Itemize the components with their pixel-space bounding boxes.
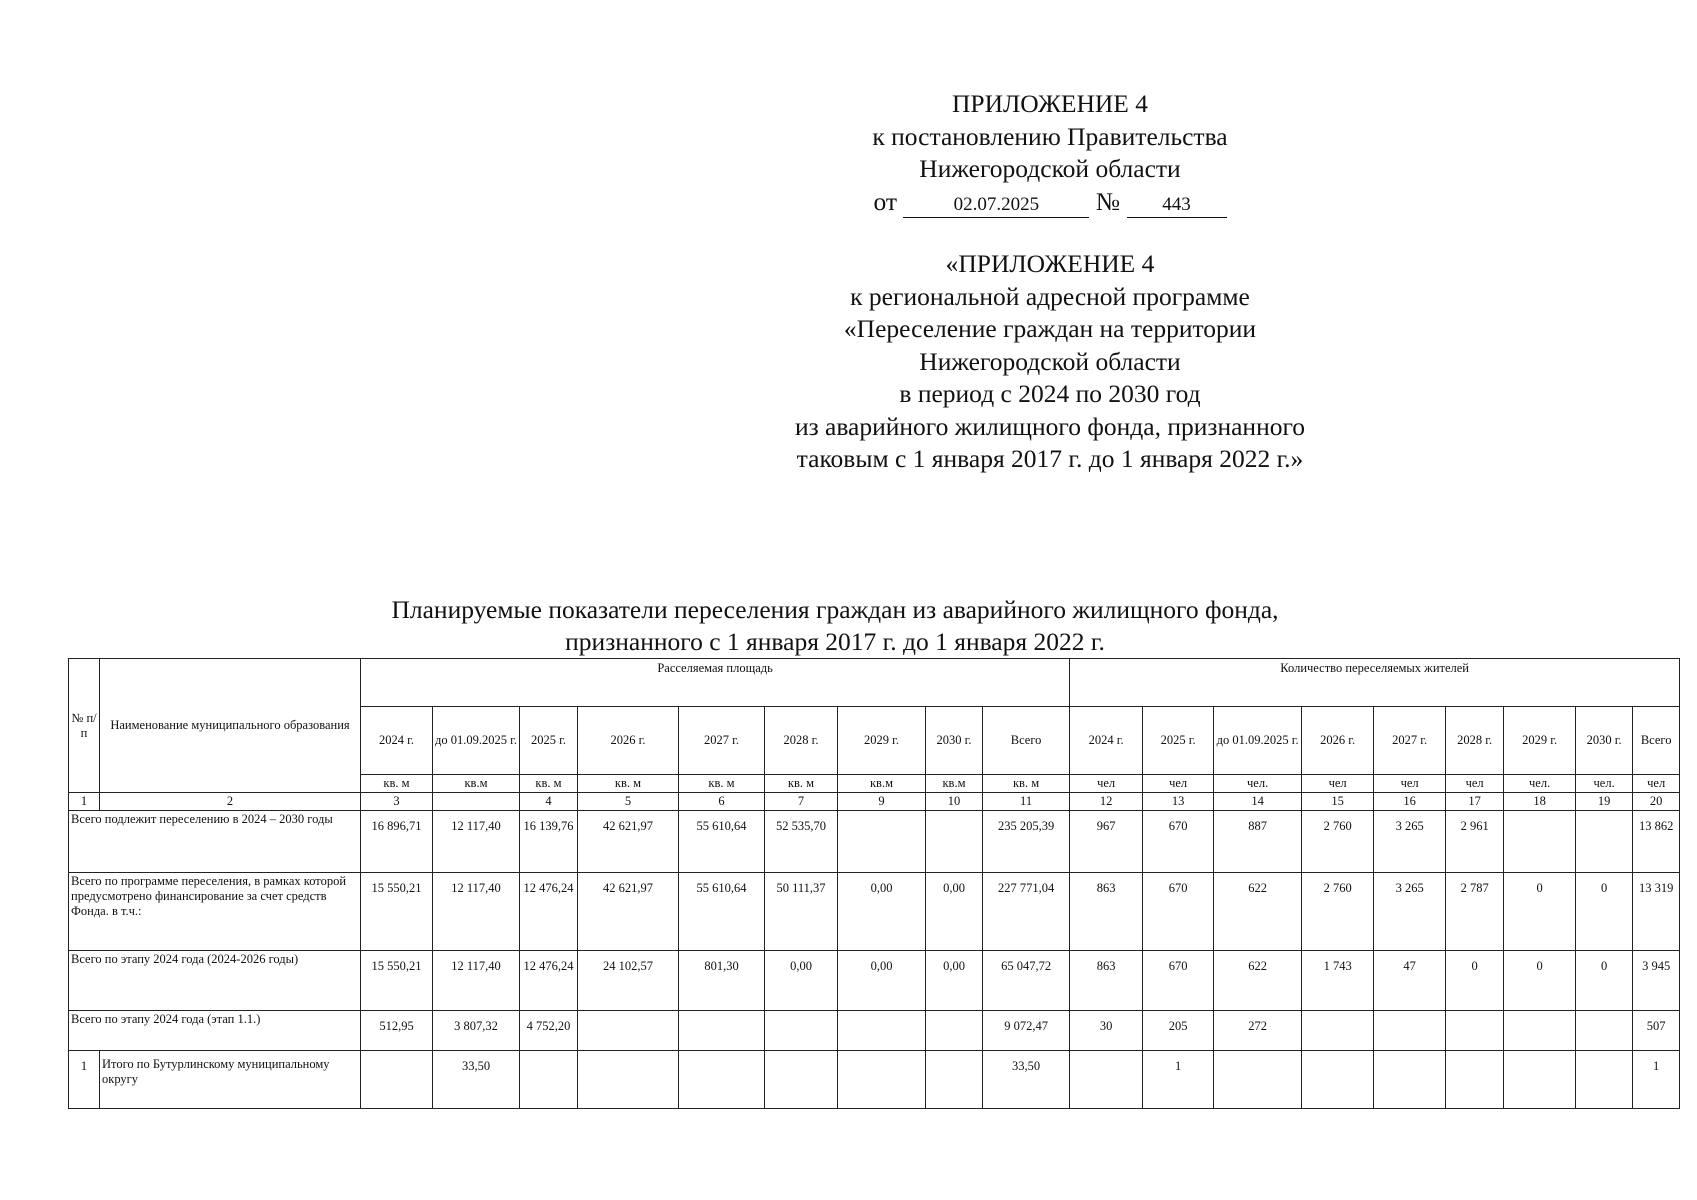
date-prefix: от bbox=[873, 186, 898, 216]
column-number-cell: 15 bbox=[1302, 793, 1374, 811]
value-cell: 50 111,37 bbox=[765, 873, 838, 951]
people-group-header: Количество переселяемых жителей bbox=[1070, 659, 1680, 707]
people-year-header: Всего bbox=[1633, 707, 1680, 775]
value-cell bbox=[1214, 1051, 1302, 1109]
value-cell: 205 bbox=[1143, 1011, 1214, 1051]
value-cell bbox=[1446, 1011, 1504, 1051]
value-cell: 3 265 bbox=[1374, 873, 1446, 951]
value-cell: 622 bbox=[1214, 951, 1302, 1011]
column-number-cell: 3 bbox=[361, 793, 433, 811]
appendix-quote-line: из аварийного жилищного фонда, признанного bbox=[794, 411, 1306, 441]
row-name-cell: Всего по этапу 2024 года (2024-2026 годы) bbox=[69, 951, 361, 1011]
area-year-header: 2027 г. bbox=[679, 707, 765, 775]
resettlement-indicators-table bbox=[68, 658, 1680, 1109]
people-unit-cell: чел. bbox=[1214, 775, 1302, 793]
value-cell bbox=[578, 1051, 679, 1109]
value-cell: 670 bbox=[1143, 951, 1214, 1011]
value-cell bbox=[838, 1051, 926, 1109]
value-cell bbox=[1576, 1051, 1633, 1109]
column-number-cell: 6 bbox=[679, 793, 765, 811]
column-number-cell: 14 bbox=[1214, 793, 1302, 811]
value-cell: 16 896,71 bbox=[361, 811, 433, 873]
value-cell: 1 bbox=[1143, 1051, 1214, 1109]
col-no-header: № п/п bbox=[69, 659, 100, 793]
people-year-header: 2029 г. bbox=[1504, 707, 1576, 775]
value-cell bbox=[926, 811, 983, 873]
column-number-cell: 7 bbox=[765, 793, 838, 811]
value-cell bbox=[1576, 811, 1633, 873]
column-number-cell: 17 bbox=[1446, 793, 1504, 811]
value-cell bbox=[926, 1051, 983, 1109]
value-cell bbox=[1070, 1051, 1143, 1109]
resolution-date: 02.07.2025 bbox=[903, 193, 1089, 218]
column-number-cell: 10 bbox=[926, 793, 983, 811]
value-cell: 12 476,24 bbox=[520, 873, 578, 951]
value-cell: 16 139,76 bbox=[520, 811, 578, 873]
group-header-row bbox=[69, 659, 1680, 707]
people-unit-cell: чел bbox=[1302, 775, 1374, 793]
column-number-cell bbox=[433, 793, 520, 811]
value-cell: 12 117,40 bbox=[433, 811, 520, 873]
area-year-header: 2025 г. bbox=[520, 707, 578, 775]
table-row bbox=[69, 811, 1680, 873]
table-title bbox=[290, 594, 1380, 658]
appendix-quote-line: к региональной адресной программе bbox=[850, 281, 1250, 311]
column-number-cell: 16 bbox=[1374, 793, 1446, 811]
area-year-header: 2028 г. bbox=[765, 707, 838, 775]
value-cell bbox=[679, 1011, 765, 1051]
people-year-header: 2028 г. bbox=[1446, 707, 1504, 775]
table-row bbox=[69, 1051, 1680, 1109]
value-cell: 42 621,97 bbox=[578, 811, 679, 873]
appendix-quote-line: Нижегородской области bbox=[919, 346, 1181, 376]
value-cell bbox=[1374, 1051, 1446, 1109]
column-number-cell: 20 bbox=[1633, 793, 1680, 811]
value-cell: 3 265 bbox=[1374, 811, 1446, 873]
value-cell: 670 bbox=[1143, 811, 1214, 873]
value-cell bbox=[1374, 1011, 1446, 1051]
people-unit-cell: чел bbox=[1143, 775, 1214, 793]
value-cell: 12 117,40 bbox=[433, 873, 520, 951]
value-cell: 12 476,24 bbox=[520, 951, 578, 1011]
program-appendix-quote bbox=[720, 248, 1380, 476]
area-unit-cell: кв.м bbox=[926, 775, 983, 793]
resolution-number: 443 bbox=[1127, 193, 1227, 218]
area-year-header: Всего bbox=[983, 707, 1070, 775]
people-year-header: 2025 г. bbox=[1143, 707, 1214, 775]
row-name-cell: Итого по Бутурлинскому муниципальному округу bbox=[100, 1051, 361, 1109]
area-group-header: Расселяемая площадь bbox=[361, 659, 1070, 707]
value-cell: 13 862 bbox=[1633, 811, 1680, 873]
value-cell: 272 bbox=[1214, 1011, 1302, 1051]
value-cell: 33,50 bbox=[983, 1051, 1070, 1109]
table-row bbox=[69, 951, 1680, 1011]
appendix-line: к постановлению Правительства bbox=[872, 121, 1228, 151]
column-number-cell: 13 bbox=[1143, 793, 1214, 811]
value-cell: 47 bbox=[1374, 951, 1446, 1011]
value-cell: 801,30 bbox=[679, 951, 765, 1011]
value-cell: 0,00 bbox=[838, 873, 926, 951]
value-cell: 33,50 bbox=[433, 1051, 520, 1109]
value-cell bbox=[1504, 1011, 1576, 1051]
value-cell: 0,00 bbox=[765, 951, 838, 1011]
area-unit-cell: кв. м bbox=[679, 775, 765, 793]
table-title-line: признанного с 1 января 2017 г. до 1 января 2022 г. bbox=[565, 627, 1105, 656]
area-unit-cell: кв. м bbox=[578, 775, 679, 793]
resolution-date-line bbox=[720, 186, 1380, 219]
area-unit-cell: кв.м bbox=[433, 775, 520, 793]
value-cell: 15 550,21 bbox=[361, 873, 433, 951]
value-cell: 863 bbox=[1070, 951, 1143, 1011]
appendix-quote-line: «Переселение граждан на территории bbox=[843, 314, 1257, 343]
column-number-cell: 19 bbox=[1576, 793, 1633, 811]
table-row bbox=[69, 1011, 1680, 1051]
area-unit-cell: кв. м bbox=[520, 775, 578, 793]
area-year-header: до 01.09.2025 г. bbox=[433, 707, 520, 775]
spacer bbox=[720, 218, 1380, 248]
value-cell bbox=[838, 811, 926, 873]
number-sign: № bbox=[1095, 186, 1121, 216]
area-unit-cell: кв. м bbox=[765, 775, 838, 793]
value-cell: 2 760 bbox=[1302, 873, 1374, 951]
value-cell: 0 bbox=[1576, 951, 1633, 1011]
value-cell: 507 bbox=[1633, 1011, 1680, 1051]
value-cell bbox=[1504, 1051, 1576, 1109]
value-cell: 887 bbox=[1214, 811, 1302, 873]
value-cell: 0,00 bbox=[926, 951, 983, 1011]
area-year-header: 2029 г. bbox=[838, 707, 926, 775]
people-year-header: 2026 г. bbox=[1302, 707, 1374, 775]
row-number-cell: 1 bbox=[69, 1051, 100, 1109]
value-cell: 0 bbox=[1504, 873, 1576, 951]
value-cell bbox=[1302, 1011, 1374, 1051]
value-cell: 967 bbox=[1070, 811, 1143, 873]
row-name-cell: Всего по программе переселения, в рамках которой предусмотрено финансирование за счет средств Фонда. в т.ч.: bbox=[69, 873, 361, 951]
value-cell bbox=[361, 1051, 433, 1109]
column-number-cell: 4 bbox=[520, 793, 578, 811]
value-cell: 4 752,20 bbox=[520, 1011, 578, 1051]
column-number-cell: 2 bbox=[100, 793, 361, 811]
value-cell: 12 117,40 bbox=[433, 951, 520, 1011]
value-cell: 512,95 bbox=[361, 1011, 433, 1051]
value-cell bbox=[765, 1011, 838, 1051]
column-number-cell: 11 bbox=[983, 793, 1070, 811]
value-cell: 55 610,64 bbox=[679, 811, 765, 873]
value-cell: 30 bbox=[1070, 1011, 1143, 1051]
value-cell bbox=[926, 1011, 983, 1051]
column-number-cell: 5 bbox=[578, 793, 679, 811]
value-cell: 0 bbox=[1504, 951, 1576, 1011]
value-cell: 227 771,04 bbox=[983, 873, 1070, 951]
people-year-header: 2030 г. bbox=[1576, 707, 1633, 775]
value-cell bbox=[838, 1011, 926, 1051]
value-cell bbox=[679, 1051, 765, 1109]
table-row bbox=[69, 873, 1680, 951]
value-cell bbox=[1504, 811, 1576, 873]
column-number-cell: 12 bbox=[1070, 793, 1143, 811]
area-unit-cell: кв. м bbox=[361, 775, 433, 793]
value-cell: 3 807,32 bbox=[433, 1011, 520, 1051]
value-cell: 42 621,97 bbox=[578, 873, 679, 951]
people-unit-cell: чел bbox=[1633, 775, 1680, 793]
value-cell: 2 787 bbox=[1446, 873, 1504, 951]
appendix-quote-line: в период с 2024 по 2030 год bbox=[899, 379, 1201, 408]
value-cell: 670 bbox=[1143, 873, 1214, 951]
appendix-header bbox=[720, 88, 1380, 476]
value-cell: 0,00 bbox=[838, 951, 926, 1011]
value-cell: 0 bbox=[1446, 951, 1504, 1011]
appendix-quote-line: «ПРИЛОЖЕНИЕ 4 bbox=[945, 249, 1155, 278]
table-title-line: Планируемые показатели переселения граждан из аварийного жилищного фонда, bbox=[391, 595, 1279, 624]
value-cell: 3 945 bbox=[1633, 951, 1680, 1011]
value-cell bbox=[765, 1051, 838, 1109]
appendix-quote-line: таковым с 1 января 2017 г. до 1 января 2022 г.» bbox=[796, 444, 1304, 473]
people-unit-cell: чел. bbox=[1576, 775, 1633, 793]
appendix-line: Нижегородской области bbox=[919, 154, 1181, 183]
value-cell: 0 bbox=[1576, 873, 1633, 951]
area-year-header: 2024 г. bbox=[361, 707, 433, 775]
people-unit-cell: чел. bbox=[1504, 775, 1576, 793]
value-cell: 55 610,64 bbox=[679, 873, 765, 951]
value-cell bbox=[1446, 1051, 1504, 1109]
col-name-header: Наименование муниципального образования bbox=[100, 659, 361, 793]
value-cell: 235 205,39 bbox=[983, 811, 1070, 873]
area-unit-cell: кв.м bbox=[838, 775, 926, 793]
people-year-header: 2027 г. bbox=[1374, 707, 1446, 775]
value-cell bbox=[1576, 1011, 1633, 1051]
value-cell: 9 072,47 bbox=[983, 1011, 1070, 1051]
people-year-header: 2024 г. bbox=[1070, 707, 1143, 775]
people-unit-cell: чел bbox=[1070, 775, 1143, 793]
column-number-cell: 9 bbox=[838, 793, 926, 811]
area-year-header: 2026 г. bbox=[578, 707, 679, 775]
people-unit-cell: чел bbox=[1374, 775, 1446, 793]
people-year-header: до 01.09.2025 г. bbox=[1214, 707, 1302, 775]
value-cell bbox=[1302, 1051, 1374, 1109]
column-number-cell: 1 bbox=[69, 793, 100, 811]
value-cell bbox=[520, 1051, 578, 1109]
value-cell: 2 760 bbox=[1302, 811, 1374, 873]
value-cell bbox=[578, 1011, 679, 1051]
value-cell: 863 bbox=[1070, 873, 1143, 951]
value-cell: 622 bbox=[1214, 873, 1302, 951]
appendix-line: ПРИЛОЖЕНИЕ 4 bbox=[951, 89, 1149, 118]
people-unit-cell: чел bbox=[1446, 775, 1504, 793]
value-cell: 24 102,57 bbox=[578, 951, 679, 1011]
value-cell: 1 bbox=[1633, 1051, 1680, 1109]
value-cell: 15 550,21 bbox=[361, 951, 433, 1011]
area-year-header: 2030 г. bbox=[926, 707, 983, 775]
value-cell: 2 961 bbox=[1446, 811, 1504, 873]
area-unit-cell: кв. м bbox=[983, 775, 1070, 793]
value-cell: 13 319 bbox=[1633, 873, 1680, 951]
row-name-cell: Всего подлежит переселению в 2024 – 2030 годы bbox=[69, 811, 361, 873]
value-cell: 65 047,72 bbox=[983, 951, 1070, 1011]
value-cell: 0,00 bbox=[926, 873, 983, 951]
column-number-cell: 18 bbox=[1504, 793, 1576, 811]
row-name-cell: Всего по этапу 2024 года (этап 1.1.) bbox=[69, 1011, 361, 1051]
value-cell: 52 535,70 bbox=[765, 811, 838, 873]
value-cell: 1 743 bbox=[1302, 951, 1374, 1011]
column-number-row bbox=[69, 793, 1680, 811]
